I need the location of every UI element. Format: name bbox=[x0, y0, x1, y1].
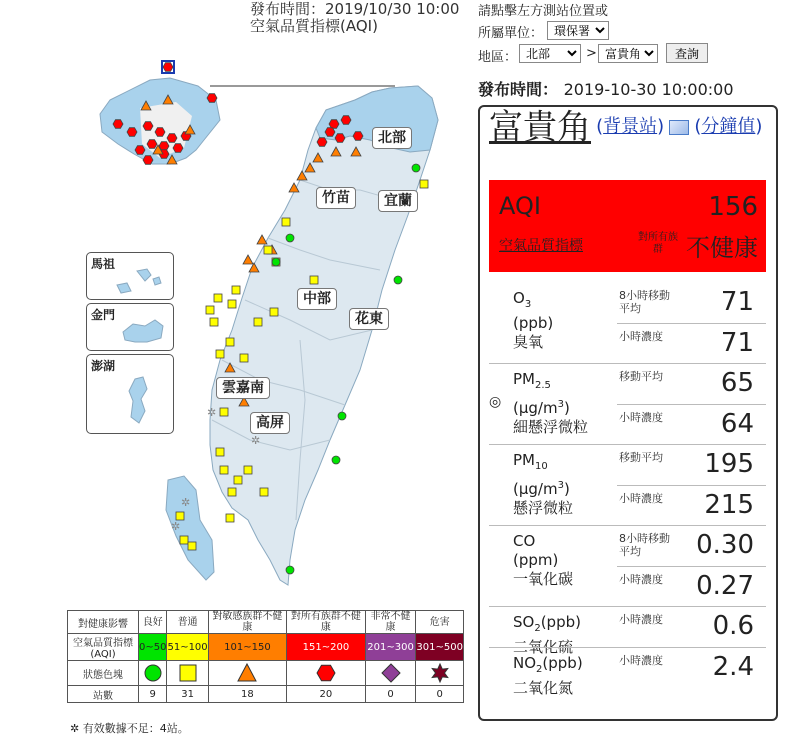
station-marker[interactable] bbox=[113, 120, 123, 129]
pollutant-block bbox=[489, 444, 766, 525]
pollutant-chinese-name: 細懸浮微粒 bbox=[513, 418, 589, 436]
region-label-central[interactable]: 中部 bbox=[297, 288, 337, 310]
legend-level-count: 0 bbox=[365, 686, 416, 703]
station-marker[interactable] bbox=[257, 235, 267, 244]
legend-level-count: 0 bbox=[416, 686, 464, 703]
aqi-legend-table bbox=[67, 610, 464, 703]
pollutant-table bbox=[489, 283, 766, 697]
taiwan-island bbox=[210, 86, 438, 585]
paren: ( bbox=[596, 116, 604, 137]
pollutant-formula: $SO_2(ppb)$ bbox=[513, 613, 581, 634]
pollutant-value-row bbox=[617, 485, 766, 526]
station-marker[interactable] bbox=[332, 456, 340, 464]
legend-level-shape bbox=[365, 661, 416, 686]
station-marker[interactable] bbox=[335, 134, 345, 143]
pollutant-formula: $NO_2(ppb)$ bbox=[513, 654, 583, 675]
measurement-type: 8小時移動平均 bbox=[619, 532, 670, 558]
measurement-value: 0.30 bbox=[696, 530, 754, 560]
station-marker[interactable] bbox=[167, 134, 177, 143]
pollutant-value-row bbox=[617, 566, 766, 607]
legend-level-name: 良好 bbox=[139, 611, 167, 634]
legend-level-count: 9 bbox=[139, 686, 167, 703]
insufficient-data-marker[interactable]: ✲ bbox=[251, 434, 261, 447]
legend-level-range: 0~50 bbox=[139, 634, 167, 661]
measurement-type: 8小時移動平均 bbox=[619, 289, 670, 315]
station-marker[interactable] bbox=[228, 300, 236, 308]
aqi-group-label: 對所有族群 bbox=[638, 232, 678, 255]
agency-select[interactable] bbox=[547, 21, 609, 40]
station-marker[interactable] bbox=[353, 132, 363, 141]
station-marker[interactable] bbox=[244, 466, 252, 474]
legend-level-shape bbox=[139, 661, 167, 686]
chart-icon[interactable] bbox=[669, 120, 689, 135]
pollutant-value-row bbox=[617, 283, 766, 323]
pollutant-unit: $(\mu g/m^3)$ bbox=[513, 399, 570, 417]
aqi-label: AQI bbox=[499, 192, 541, 220]
penghu-inset bbox=[86, 354, 174, 434]
station-marker[interactable] bbox=[260, 488, 268, 496]
legend-level-name: 對所有族群不健康 bbox=[287, 611, 366, 634]
publish-value: 2019-10-30 10:00:00 bbox=[563, 80, 734, 99]
measurement-type: 小時濃度 bbox=[619, 573, 663, 586]
station-marker[interactable] bbox=[234, 476, 242, 484]
aqi-desc-link[interactable]: 空氣品質指標 bbox=[499, 238, 583, 254]
arrow-separator: > bbox=[586, 46, 597, 61]
station-marker[interactable] bbox=[329, 120, 339, 129]
legend-footnote bbox=[70, 720, 189, 736]
insufficient-data-marker[interactable]: ✲ bbox=[207, 406, 217, 419]
measurement-type: 小時濃度 bbox=[619, 613, 663, 626]
pollutant-formula: $PM_{2.5}$ bbox=[513, 370, 551, 391]
measurement-value: 0.6 bbox=[712, 611, 754, 641]
legend-row-label: 站數 bbox=[68, 686, 139, 703]
matsu-label: 馬祖 bbox=[91, 257, 116, 271]
station-marker[interactable] bbox=[180, 536, 188, 544]
aqi-box bbox=[489, 180, 766, 272]
pollutant-chinese-name: 臭氧 bbox=[513, 333, 544, 351]
measurement-value: 71 bbox=[720, 287, 754, 317]
publish-time-row bbox=[478, 77, 734, 100]
pollutant-block bbox=[489, 606, 766, 656]
measurement-type: 小時濃度 bbox=[619, 330, 663, 343]
hint-text: 請點擊左方測站位置或 bbox=[478, 4, 609, 19]
station-marker[interactable] bbox=[210, 318, 218, 326]
pollutant-value-row bbox=[617, 364, 766, 404]
publish-time-header: 發布時間：2019/10/30 10:00 bbox=[250, 0, 460, 18]
pollutant-value-row bbox=[617, 445, 766, 485]
kinmen-shape bbox=[107, 312, 169, 348]
taiwan-map bbox=[0, 40, 470, 610]
station-marker[interactable] bbox=[220, 466, 228, 474]
pollutant-value-row bbox=[617, 526, 766, 566]
legend-level-range: 301~500 bbox=[416, 634, 464, 661]
station-marker[interactable] bbox=[226, 338, 234, 346]
station-marker[interactable] bbox=[310, 276, 318, 284]
station-marker[interactable] bbox=[228, 488, 236, 496]
measurement-type: 小時濃度 bbox=[619, 411, 663, 424]
legend-level-name: 非常不健康 bbox=[365, 611, 416, 634]
pollutant-block bbox=[489, 525, 766, 606]
station-marker[interactable] bbox=[173, 144, 183, 153]
station-marker[interactable] bbox=[188, 542, 196, 550]
kinmen-inset bbox=[86, 303, 174, 351]
pollutant-chinese-name: 二氧化硫 bbox=[513, 638, 574, 656]
legend-level-count: 18 bbox=[208, 686, 287, 703]
station-marker[interactable] bbox=[207, 94, 217, 103]
paren: ) bbox=[657, 116, 665, 137]
station-marker[interactable] bbox=[286, 234, 294, 242]
pollutant-block bbox=[489, 363, 766, 444]
pollutant-chinese-name: 懸浮微粒 bbox=[513, 499, 574, 517]
insufficient-data-icon: ✲ bbox=[70, 722, 80, 735]
station-marker[interactable] bbox=[240, 354, 248, 362]
pollutant-value-row bbox=[617, 404, 766, 445]
station-marker[interactable] bbox=[214, 294, 222, 302]
area-label: 地區： bbox=[478, 50, 518, 65]
insufficient-data-marker[interactable]: ✲ bbox=[181, 496, 191, 509]
station-marker[interactable] bbox=[143, 156, 153, 165]
penghu-label: 澎湖 bbox=[91, 359, 116, 373]
measurement-value: 215 bbox=[704, 490, 754, 520]
station-marker[interactable] bbox=[270, 308, 278, 316]
kinmen-label: 金門 bbox=[91, 308, 116, 322]
legend-level-count: 20 bbox=[287, 686, 366, 703]
pollutant-name bbox=[513, 289, 617, 352]
measurement-value: 2.4 bbox=[712, 652, 754, 682]
measurement-value: 64 bbox=[720, 409, 754, 439]
station-marker[interactable] bbox=[127, 128, 137, 137]
station-marker[interactable] bbox=[216, 350, 224, 358]
measurement-value: 195 bbox=[704, 449, 754, 479]
insufficient-data-marker[interactable]: ✲ bbox=[171, 520, 181, 533]
area-select[interactable] bbox=[519, 44, 581, 63]
pollutant-formula: $PM_{10}$ bbox=[513, 451, 548, 472]
pollutant-name bbox=[513, 370, 617, 437]
legend-level-range: 51~100 bbox=[167, 634, 208, 661]
station-marker[interactable] bbox=[206, 306, 214, 314]
pollutant-formula: $O_3$ bbox=[513, 289, 532, 310]
map-subtitle: 空氣品質指標(AQI) bbox=[250, 17, 378, 35]
legend-row-label: 對健康影響 bbox=[68, 611, 139, 634]
region-label-gaoping[interactable]: 高屏 bbox=[250, 412, 290, 434]
station-marker[interactable] bbox=[420, 180, 428, 188]
pollutant-name bbox=[513, 654, 617, 698]
legend-level-shape bbox=[416, 661, 464, 686]
station-marker[interactable] bbox=[143, 122, 153, 131]
measurement-value: 0.27 bbox=[696, 571, 754, 601]
station-marker[interactable] bbox=[135, 146, 145, 155]
legend-level-range: 151~200 bbox=[287, 634, 366, 661]
pollutant-block bbox=[489, 283, 766, 363]
region-label-zhumiao[interactable]: 竹苗 bbox=[316, 187, 356, 209]
penghu-shape bbox=[113, 371, 169, 431]
region-label-yunjianan[interactable]: 雲嘉南 bbox=[216, 377, 270, 399]
legend-level-name: 普通 bbox=[167, 611, 208, 634]
footnote-text: 有效數據不足：4站。 bbox=[82, 722, 189, 735]
pollutant-formula: CO bbox=[513, 532, 536, 550]
pollutant-unit: (ppm) bbox=[513, 551, 559, 569]
agency-label: 所屬單位： bbox=[478, 26, 544, 41]
background-station-link[interactable]: 背景站 bbox=[603, 116, 658, 137]
pollutant-unit: (ppb) bbox=[513, 314, 554, 332]
aqi-value: 156 bbox=[708, 192, 758, 222]
pollutant-value-row bbox=[617, 648, 766, 688]
legend-level-shape bbox=[167, 661, 208, 686]
station-marker[interactable] bbox=[272, 258, 280, 266]
station-marker[interactable] bbox=[220, 408, 228, 416]
publish-label: 發布時間： bbox=[478, 80, 559, 99]
measurement-type: 移動平均 bbox=[619, 451, 663, 464]
measurement-type: 小時濃度 bbox=[619, 654, 663, 667]
station-marker[interactable] bbox=[282, 218, 290, 226]
legend-level-name: 對敏感族群不健康 bbox=[208, 611, 287, 634]
query-button[interactable]: 查詢 bbox=[666, 43, 708, 63]
station-marker[interactable] bbox=[226, 514, 234, 522]
station-marker[interactable] bbox=[243, 255, 253, 264]
region-label-huadong[interactable]: 花東 bbox=[349, 308, 389, 330]
station-marker[interactable] bbox=[286, 566, 294, 574]
matsu-shape bbox=[107, 265, 167, 295]
measurement-type: 小時濃度 bbox=[619, 492, 663, 505]
aqi-status: 不健康 bbox=[686, 234, 758, 262]
station-marker[interactable] bbox=[147, 140, 157, 149]
pollutant-chinese-name: 二氧化氮 bbox=[513, 679, 574, 697]
minute-value-link[interactable]: 分鐘值 bbox=[701, 116, 756, 137]
pollutant-chinese-name: 一氧化碳 bbox=[513, 570, 574, 588]
station-marker[interactable] bbox=[394, 276, 402, 284]
station-marker[interactable] bbox=[216, 448, 224, 456]
legend-level-shape bbox=[208, 661, 287, 686]
pollutant-unit: $(\mu g/m^3)$ bbox=[513, 480, 570, 498]
measurement-value: 71 bbox=[720, 328, 754, 358]
measurement-type: 移動平均 bbox=[619, 370, 663, 383]
legend-level-count: 31 bbox=[167, 686, 208, 703]
legend-row-label: 空氣品質指標(AQI) bbox=[68, 634, 139, 661]
pollutant-name bbox=[513, 451, 617, 518]
station-select[interactable] bbox=[598, 44, 658, 63]
station-marker[interactable] bbox=[264, 246, 272, 254]
station-marker[interactable] bbox=[341, 116, 351, 125]
station-marker[interactable] bbox=[254, 318, 262, 326]
station-marker[interactable] bbox=[155, 128, 165, 137]
region-label-north[interactable]: 北部 bbox=[372, 127, 412, 149]
station-title bbox=[489, 107, 769, 148]
legend-level-name: 危害 bbox=[416, 611, 464, 634]
paren: ) bbox=[755, 116, 763, 137]
matsu-inset bbox=[86, 252, 174, 300]
station-name: 富貴角 bbox=[489, 107, 591, 148]
legend-level-range: 101~150 bbox=[208, 634, 287, 661]
pollutant-block bbox=[489, 647, 766, 697]
station-marker[interactable] bbox=[176, 512, 184, 520]
station-marker[interactable] bbox=[325, 128, 335, 137]
primary-pollutant-icon: ◎ bbox=[489, 394, 502, 410]
legend-level-shape bbox=[287, 661, 366, 686]
legend-level-range: 201~300 bbox=[365, 634, 416, 661]
measurement-value: 65 bbox=[720, 368, 754, 398]
paren: ( bbox=[694, 116, 702, 137]
pollutant-value-row bbox=[617, 323, 766, 364]
station-marker[interactable] bbox=[412, 164, 420, 172]
station-marker[interactable] bbox=[163, 63, 173, 72]
region-label-yilan[interactable]: 宜蘭 bbox=[378, 190, 418, 212]
legend-row-label: 狀態色塊 bbox=[68, 661, 139, 686]
station-marker[interactable] bbox=[338, 412, 346, 420]
station-marker[interactable] bbox=[317, 138, 327, 147]
pollutant-value-row bbox=[617, 607, 766, 647]
station-marker[interactable] bbox=[232, 286, 240, 294]
pollutant-name bbox=[513, 532, 617, 589]
station-card bbox=[478, 105, 778, 721]
